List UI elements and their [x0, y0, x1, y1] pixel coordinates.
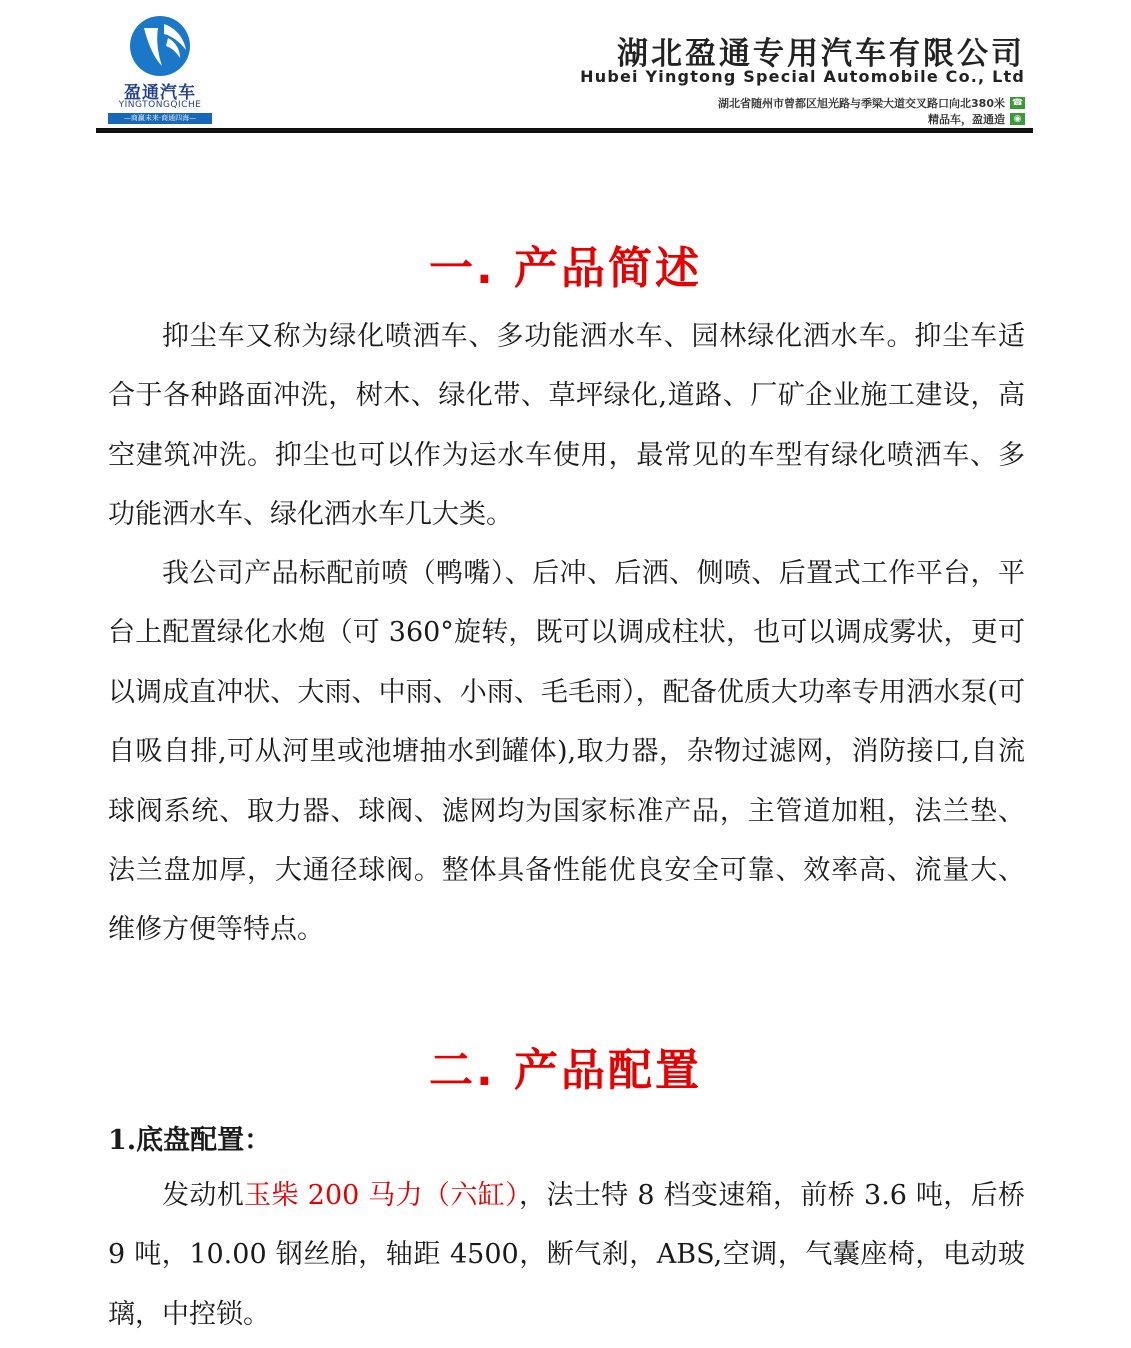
company-address [718, 95, 1025, 111]
engine-highlight: 玉柴 200 马力（六缸） [244, 1180, 519, 1211]
chassis-details: ，法士特 8 档变速箱，前桥 3.6 吨，后桥 9 吨，10.00 钢丝胎，轴距 4500，断气刹，ABS,空调，气囊座椅，电动玻璃，中控锁。 [108, 1180, 1026, 1330]
logo-name: 盈通汽车 [124, 83, 196, 103]
section-title-configuration: 二. 产品配置 [428, 1045, 703, 1096]
engine-label: 发动机 [162, 1180, 245, 1211]
logo-pinyin: YINGTONGQICHE [118, 100, 202, 110]
slogan-text: 精品车，盈通造 [928, 113, 1005, 126]
logo-emblem-icon [104, 14, 216, 80]
logo-slogan: —商赢未来·商通四海— [108, 113, 212, 124]
chassis-config-paragraph [108, 1166, 1025, 1344]
wechat-icon: ◉ [1010, 113, 1025, 125]
section-title-overview: 一. 产品简述 [428, 243, 703, 294]
company-name-en: Hubei Yingtong Special Automobile Co., Ltd [580, 67, 1025, 86]
company-logo [104, 14, 216, 128]
header-divider [96, 128, 1033, 133]
overview-paragraph-2: 我公司产品标配前喷（鸭嘴）、后冲、后洒、侧喷、后置式工作平台，平台上配置绿化水炮（可 360°旋转，既可以调成柱状，也可以调成雾状，更可以调成直冲状、大雨、中雨、小雨、毛毛雨），配备优质大功率专用洒水泵(可自吸自排,可从河里或池塘抽水到罐体),取力器，杂物过滤网，消防接口,自流球阀系统、取力器、球阀、滤网均为国家标准产品，主管道加粗，法兰垫、法兰盘加厚，大通径球阀。整体具备性能优良安全可靠、效率高、流量大、维修方便等特点。 [108, 558, 1025, 946]
company-slogan [928, 111, 1025, 127]
company-name-cn: 湖北盈通专用汽车有限公司 [617, 36, 1025, 72]
overview-paragraph-1: 抑尘车又称为绿化喷洒车、多功能洒水车、园林绿化洒水车。抑尘车适合于各种路面冲洗，树木、绿化带、草坪绿化,道路、厂矿企业施工建设，高空建筑冲洗。抑尘也可以作为运水车使用，最常见的车型有绿化喷洒车、多功能洒水车、绿化洒水车几大类。 [108, 321, 1025, 531]
chassis-config-heading: 1.底盘配置： [108, 1125, 272, 1156]
document-header [96, 0, 1033, 136]
phone-icon: ☎ [1011, 98, 1024, 108]
address-text: 湖北省随州市曾都区旭光路与季梁大道交叉路口向北380米 [718, 97, 1005, 110]
